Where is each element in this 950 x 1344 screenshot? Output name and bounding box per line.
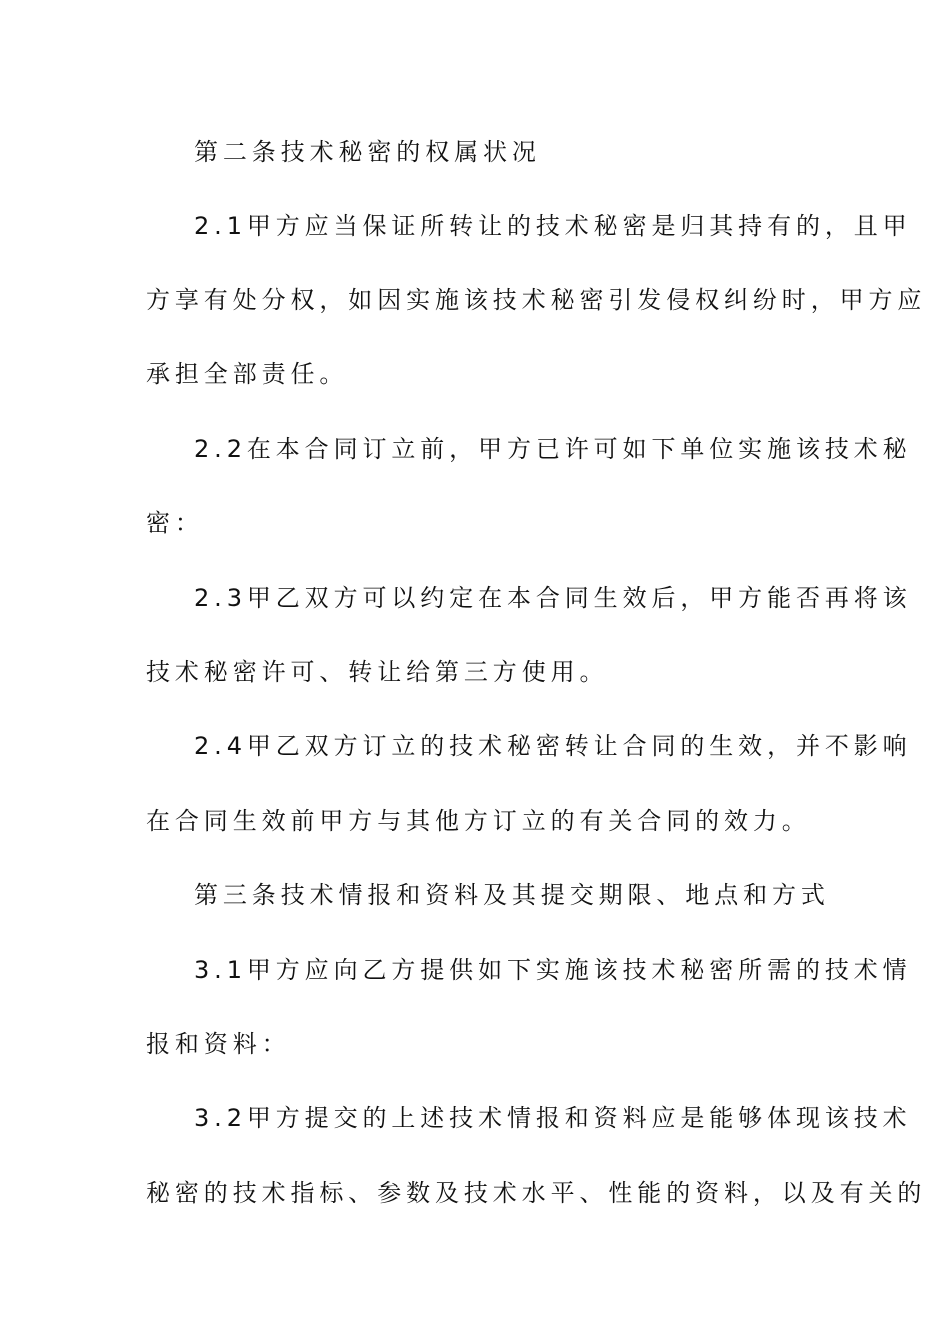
clause-3-2-line-2: 秘密的技术指标、参数及技术水平、性能的资料，以及有关的	[146, 1179, 927, 1207]
clause-3-1-line-2: 报和资料：	[146, 1030, 291, 1058]
clause-3-2-line-1: 3.2甲方提交的上述技术情报和资料应是能够体现该技术	[194, 1104, 912, 1132]
clause-2-1-line-3: 承担全部责任。	[146, 360, 349, 388]
clause-2-2-line-2: 密：	[146, 509, 204, 537]
clause-2-2-line-1: 2.2在本合同订立前，甲方已许可如下单位实施该技术秘	[194, 435, 912, 463]
clause-2-1-line-1: 2.1甲方应当保证所转让的技术秘密是归其持有的，且甲	[194, 212, 912, 240]
clause-2-1-line-2: 方享有处分权，如因实施该技术秘密引发侵权纠纷时，甲方应	[146, 286, 927, 314]
article-3-heading: 第三条技术情报和资料及其提交期限、地点和方式	[194, 881, 830, 909]
article-2-heading: 第二条技术秘密的权属状况	[194, 138, 541, 166]
clause-2-4-line-1: 2.4甲乙双方订立的技术秘密转让合同的生效，并不影响	[194, 732, 912, 760]
clause-2-4-line-2: 在合同生效前甲方与其他方订立的有关合同的效力。	[146, 807, 811, 835]
clause-2-3-line-1: 2.3甲乙双方可以约定在本合同生效后，甲方能否再将该	[194, 584, 912, 612]
clause-3-1-line-1: 3.1甲方应向乙方提供如下实施该技术秘密所需的技术情	[194, 956, 912, 984]
clause-2-3-line-2: 技术秘密许可、转让给第三方使用。	[146, 658, 609, 686]
